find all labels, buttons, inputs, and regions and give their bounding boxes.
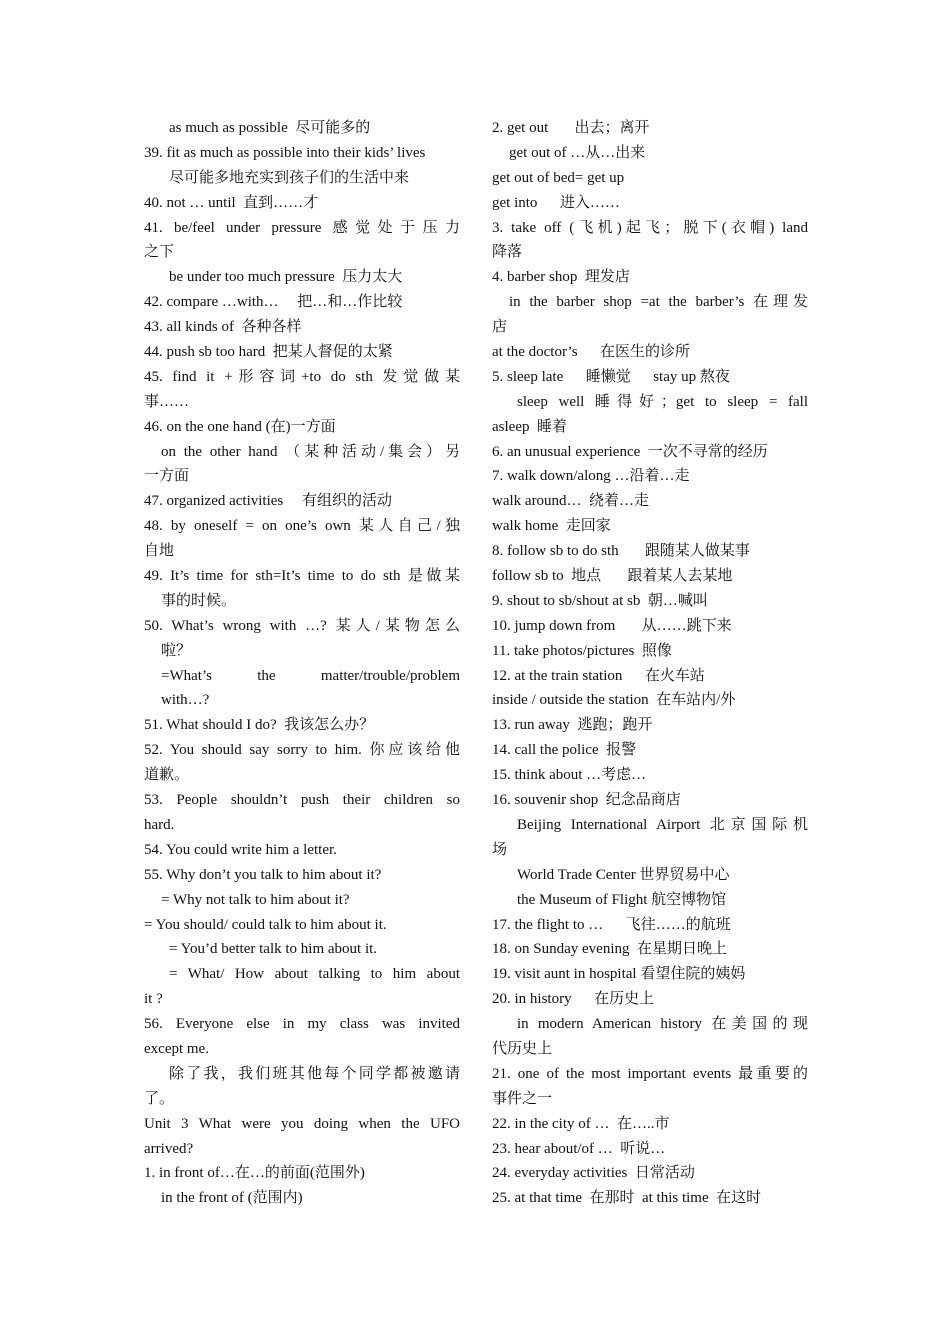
text-line: 44. push sb too hard 把某人督促的太紧 xyxy=(144,344,393,361)
text-line: 6. an unusual experience 一次不寻常的经历 xyxy=(492,443,768,460)
text-line: 18. on Sunday evening 在星期日晚上 xyxy=(492,941,727,958)
text-line: 道歉。 xyxy=(144,767,190,784)
text-line: 40. not … until 直到……才 xyxy=(144,194,319,211)
text-line: 2. get out 出去；离开 xyxy=(492,120,650,136)
text-line: 除了我，我们班其他每个同学都被邀请 xyxy=(169,1065,460,1082)
text-line: 43. all kinds of 各种各样 xyxy=(144,319,302,336)
text-line: 8. follow sb to do sth 跟随某人做某事 xyxy=(492,543,750,560)
text-line: 49. It’s time for sth=It’s time to do sth 是做某 xyxy=(144,568,460,585)
text-line: 7. walk down/along …沿着…走 xyxy=(492,468,690,485)
text-line: on the other hand （某种活动/集会）另 xyxy=(161,443,460,460)
text-line: get out of bed= get up xyxy=(492,169,625,186)
text-line: 12. at the train station 在火车站 xyxy=(492,667,705,684)
text-line: 11. take photos/pictures 照像 xyxy=(492,642,672,659)
right-column xyxy=(492,116,808,1211)
text-line: walk home 走回家 xyxy=(492,518,611,535)
text-line: in modern American history 在美国的现 xyxy=(517,1016,808,1033)
text-line: with…? xyxy=(161,692,210,709)
text-line: 51. What should I do? 我该怎么办？ xyxy=(144,717,375,734)
text-line: 自地 xyxy=(144,543,175,560)
text-line: 23. hear about/of … 听说… xyxy=(492,1140,666,1157)
text-line: 45. find it +形容词+to do sth 发觉做某 xyxy=(144,368,460,385)
text-line: in the barber shop =at the barber’s 在理发 xyxy=(509,294,808,311)
text-line: 24. everyday activities 日常活动 xyxy=(492,1165,695,1182)
text-line: 54. You could write him a letter. xyxy=(144,841,337,858)
text-line: walk around… 绕着…走 xyxy=(492,493,650,510)
text-line: 56. Everyone else in my class was invited xyxy=(144,1016,460,1033)
text-line: get out of …从…出来 xyxy=(509,144,646,161)
text-line: 14. call the police 报警 xyxy=(492,742,637,759)
text-line: = Why not talk to him about it? xyxy=(161,891,350,908)
text-line: 10. jump down from 从……跳下来 xyxy=(492,617,732,634)
text-line: follow sb to 地点 跟着某人去某地 xyxy=(492,568,733,585)
text-line: 21. one of the most important events 最重要的 xyxy=(492,1065,808,1082)
text-line: 事的时候。 xyxy=(161,592,237,609)
text-line: 17. the flight to … 飞往……的航班 xyxy=(492,916,731,933)
text-line: 55. Why don’t you talk to him about it? xyxy=(144,866,382,883)
text-line: 事…… xyxy=(144,393,190,410)
text-line: arrived? xyxy=(144,1140,194,1157)
text-line: =What’s the matter/trouble/problem xyxy=(161,667,460,684)
text-line: = What/ How about talking to him about xyxy=(169,966,460,983)
text-line: 52. You should say sorry to him. 你应该给他 xyxy=(144,742,460,759)
text-line: in the front of (范围内) xyxy=(161,1190,303,1207)
text-line: 53. People shouldn’t push their children so xyxy=(144,792,460,809)
text-line: get into 进入…… xyxy=(492,194,620,211)
text-line: 4. barber shop 理发店 xyxy=(492,269,630,286)
text-line: 48. by oneself = on one’s own 某人自己/独 xyxy=(144,518,460,535)
text-line: 1. in front of…在…的前面(范围外) xyxy=(144,1165,365,1182)
text-line: 19. visit aunt in hospital 看望住院的姨妈 xyxy=(492,966,746,983)
text-line: inside / outside the station 在车站内/外 xyxy=(492,692,736,709)
text-line: 尽可能多地充实到孩子们的生活中来 xyxy=(169,169,410,186)
text-line: 一方面 xyxy=(144,468,190,485)
text-line: 50. What’s wrong with …? 某人/某物怎么 xyxy=(144,617,460,634)
text-line: 25. at that time 在那时 at this time 在这时 xyxy=(492,1190,762,1207)
text-line: 46. on the one hand (在)一方面 xyxy=(144,418,336,435)
text-line: 22. in the city of … 在…..市 xyxy=(492,1115,670,1132)
text-line: 20. in history 在历史上 xyxy=(492,991,655,1008)
text-line: sleep well 睡得好；get to sleep = fall xyxy=(517,393,808,410)
text-line: 39. fit as much as possible into their kids’ lives xyxy=(144,144,426,161)
text-line: it ? xyxy=(144,991,163,1008)
text-line: the Museum of Flight 航空博物馆 xyxy=(517,891,727,908)
text-line: 16. souvenir shop 纪念品商店 xyxy=(492,792,681,809)
text-line: 42. compare …with… 把…和…作比较 xyxy=(144,294,403,311)
text-line: 15. think about …考虑… xyxy=(492,767,647,784)
text-line: 场 xyxy=(492,841,508,858)
text-line: 13. run away 逃跑；跑开 xyxy=(492,717,653,734)
text-line: 47. organized activities 有组织的活动 xyxy=(144,493,393,510)
text-line: 41. be/feel under pressure 感觉处于压力 xyxy=(144,219,460,236)
text-line: as much as possible 尽可能多的 xyxy=(169,120,371,136)
text-line: be under too much pressure 压力太大 xyxy=(169,269,403,286)
text-line: = You’d better talk to him about it. xyxy=(169,941,378,958)
text-line: 5. sleep late 睡懒觉 stay up 熬夜 xyxy=(492,368,730,385)
text-line: asleep 睡着 xyxy=(492,418,567,435)
text-line: 事件之一 xyxy=(492,1090,553,1107)
text-line: Beijing International Airport 北京国际机 xyxy=(517,816,808,833)
text-line: at the doctor’s 在医生的诊所 xyxy=(492,344,691,361)
text-line: hard. xyxy=(144,816,175,833)
text-line: 之下 xyxy=(144,244,175,261)
text-line: 代历史上 xyxy=(492,1040,553,1057)
text-line: 了。 xyxy=(144,1090,175,1107)
text-line: World Trade Center 世界贸易中心 xyxy=(517,866,730,883)
text-line: 降落 xyxy=(492,244,523,261)
text-line: except me. xyxy=(144,1040,209,1057)
text-line: 店 xyxy=(492,319,508,336)
left-column xyxy=(144,116,460,1211)
text-line: 啦？ xyxy=(161,642,192,659)
text-line: = You should/ could talk to him about it. xyxy=(144,916,387,933)
text-line: 9. shout to sb/shout at sb 朝…喊叫 xyxy=(492,592,708,609)
text-line: 3. take off (飞机)起飞；脱下(衣帽) land xyxy=(492,219,808,236)
text-line: Unit 3 What were you doing when the UFO xyxy=(144,1115,460,1132)
